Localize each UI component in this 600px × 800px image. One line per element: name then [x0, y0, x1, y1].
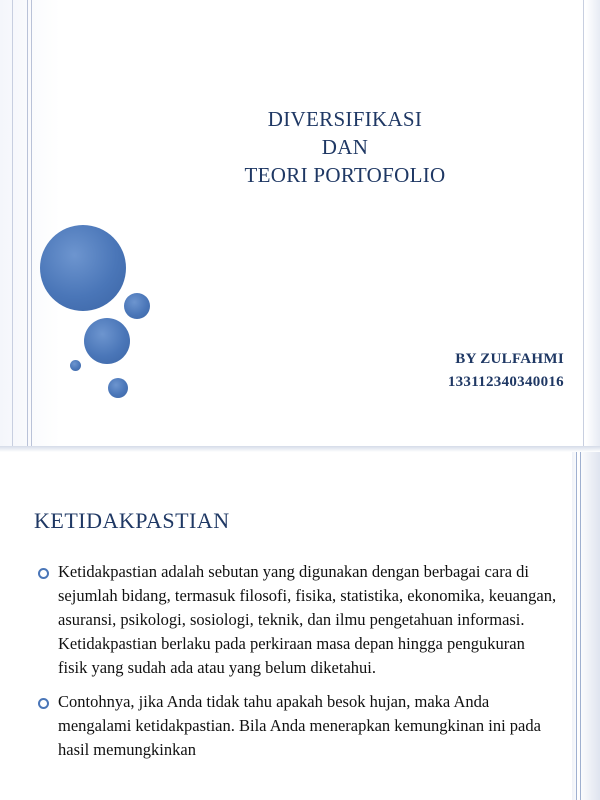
- decorative-right-bar: [572, 452, 600, 800]
- decorative-right-bar: [586, 0, 600, 446]
- slide-heading: KETIDAKPASTIAN: [34, 508, 230, 533]
- list-item: [38, 560, 558, 680]
- author-name: BY ZULFAHMI: [455, 351, 564, 367]
- small-circle-decoration: [124, 293, 150, 319]
- student-id: 133112340340016: [447, 374, 564, 390]
- bullet-list: [38, 560, 558, 772]
- title-line: TEORI PORTOFOLIO: [244, 163, 446, 187]
- hollow-circle-bullet-icon: [38, 698, 49, 709]
- author-info: [448, 348, 564, 394]
- content-slide[interactable]: [0, 452, 600, 800]
- slide-title: [200, 105, 490, 189]
- decorative-vertical-line: [27, 0, 28, 446]
- list-item: [38, 690, 558, 762]
- decorative-vertical-line: [31, 0, 32, 446]
- large-circle-decoration: [40, 225, 126, 311]
- bullet-text: Ketidakpastian adalah sebutan yang digunakan dengan berbagai cara di sejumlah bidang, termasuk filosofi, fisika, statistika, ekonomika, keuangan, asuransi, psikologi, sosiologi, teknik, dan ilmu pengetahuan informasi. Ketidakpastian berlaku pada perkiraan masa depan hingga pengukuran fisik yang sudah ada atau yang belum diketahui.: [58, 562, 557, 677]
- hollow-circle-bullet-icon: [38, 568, 49, 579]
- small-circle-decoration: [108, 378, 128, 398]
- tiny-circle-decoration: [70, 360, 81, 371]
- title-line: DIVERSIFIKASI: [267, 107, 423, 131]
- bullet-text: Contohnya, jika Anda tidak tahu apakah besok hujan, maka Anda mengalami ketidakpastian. Bila Anda menerapkan kemungkinan ini pada hasil memungkinkan: [58, 692, 541, 759]
- title-line: DAN: [321, 135, 369, 159]
- medium-circle-decoration: [84, 318, 130, 364]
